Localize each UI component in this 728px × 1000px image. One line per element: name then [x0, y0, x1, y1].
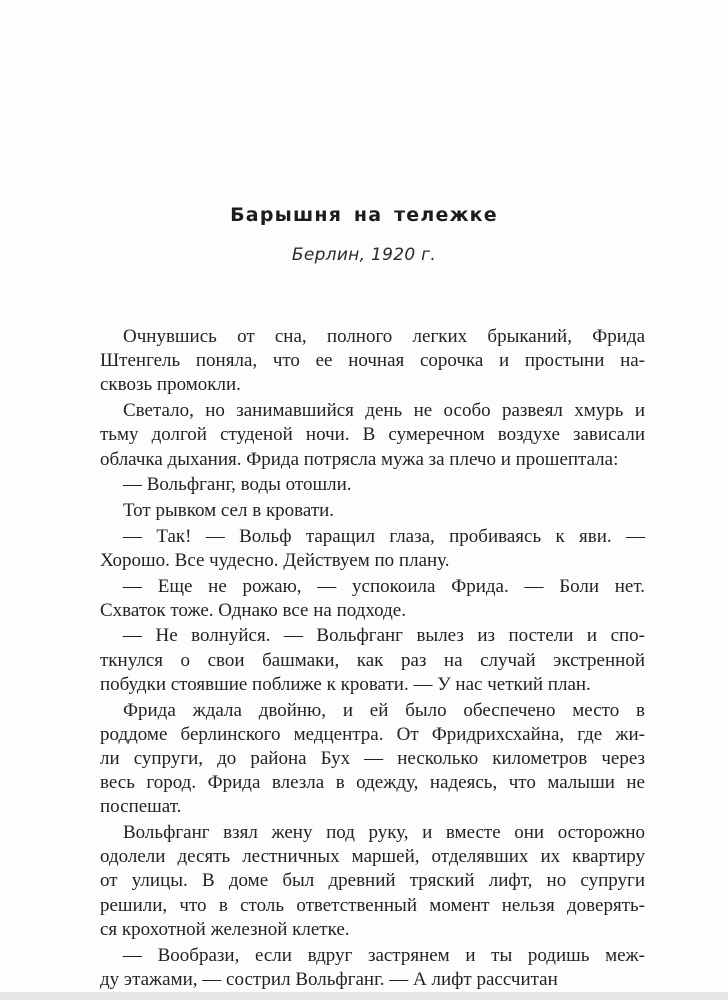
text-line: Схваток тоже. Однако все на подходе. [100, 599, 406, 621]
text-line: Тот рывком сел в кровати. [123, 499, 335, 521]
text-line: тьму долгой студеной ночи. В сумеречном воздухе зависали [100, 424, 645, 446]
text-line: — Вообрази, если вдруг застрянем и ты родишь меж- [123, 944, 645, 966]
paragraph [100, 525, 645, 573]
text-line: ду этажами, — сострил Вольфганг. — А лифт рассчитан [100, 968, 558, 990]
text-line: Вольфганг взял жену под руку, и вместе они осторожно [123, 822, 645, 844]
paragraph [100, 575, 645, 623]
text-line: сквозь промокли. [100, 374, 241, 396]
text-line: ся крохотной железной клетке. [100, 918, 350, 940]
text-line: Штенгель поняла, что ее ночная сорочка и простыни на- [100, 350, 645, 372]
text-line: одолели десять лестничных маршей, отделявших их квартиру [100, 846, 645, 868]
text-line: Очнувшись от сна, полного легких брыканий, Фрида [123, 326, 645, 347]
paragraph [100, 624, 645, 697]
paragraph [100, 699, 645, 820]
text-line: от улицы. В доме был древний тряский лифт, но супруги [100, 870, 645, 892]
text-line: Светало, но занимавшийся день не особо развеял хмурь и [123, 400, 645, 422]
text-line: Фрида ждала двойню, и ей было обеспечено место в [123, 699, 645, 721]
paragraph [100, 821, 645, 942]
text-line: ли супруги, до района Бух — несколько километров через [100, 747, 645, 769]
body-text [100, 325, 645, 993]
text-line: — Вольфганг, воды отошли. [123, 474, 352, 496]
text-line: поспешат. [100, 796, 182, 818]
text-line: — Не волнуйся. — Вольфганг вылез из постели и спо- [123, 625, 645, 647]
text-line: ткнулся о свои башмаки, как раз на случай экстренной [100, 649, 645, 671]
bottom-scroll-strip [0, 992, 728, 1000]
paragraph [100, 944, 645, 992]
paragraph [100, 499, 645, 523]
text-line: — Еще не рожаю, — успокоила Фрида. — Боли нет. [123, 575, 645, 597]
text-line: облачка дыхания. Фрида потрясла мужа за плечо и прошептала: [100, 448, 619, 470]
paragraph [100, 473, 645, 497]
text-line: — Так! — Вольф таращил глаза, пробиваясь к яви. — [123, 525, 645, 547]
text-line: весь город. Фрида влезла в одежду, надеясь, что малыши не [100, 772, 645, 794]
paragraph [100, 325, 645, 398]
text-line: решили, что в столь ответственный момент нельзя доверять- [100, 894, 645, 916]
chapter-title: Барышня на тележке [230, 204, 498, 226]
text-line: роддоме берлинского медцентра. От Фридрихсхайна, где жи- [100, 723, 645, 745]
paragraph [100, 399, 645, 472]
text-line: побудки стоявшие поближе к кровати. — У нас четкий план. [100, 673, 591, 695]
text-line: Хорошо. Все чудесно. Действуем по плану. [100, 549, 450, 571]
chapter-place-date: Берлин, 1920 г. [291, 245, 437, 265]
